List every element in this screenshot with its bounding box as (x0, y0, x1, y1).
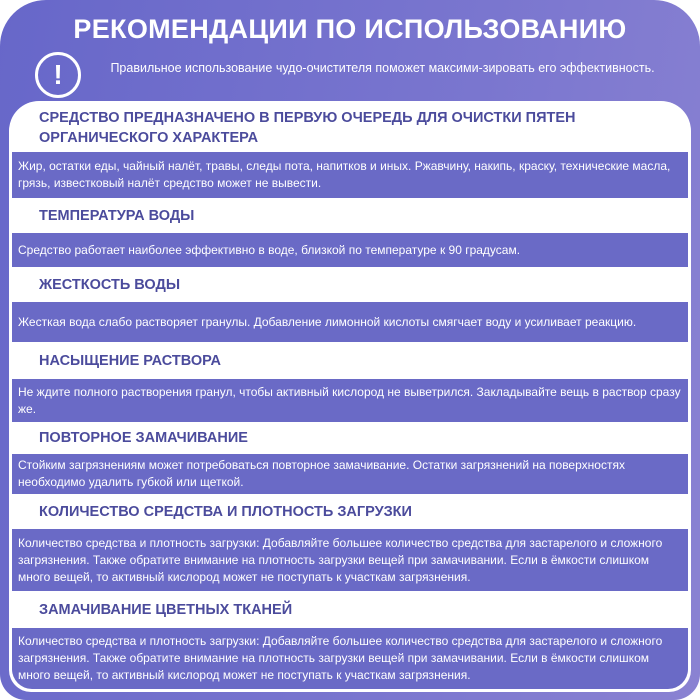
section-text: Не ждите полного растворения гранул, чтобы активный кислород не выветрился. Закладывайте вещь в раствор сразу же. (12, 379, 688, 422)
section-text: Жир, остатки еды, чайный налёт, травы, следы пота, напитков и иных. Ржавчину, накипь, краску, технические масла, грязь, известковый налёт средство может не вывести. (12, 152, 688, 198)
section-text: Средство работает наиболее эффективно в воде, близкой по температуре к 90 градусам. (12, 233, 688, 267)
section-heading: ЖЕСТКОСТЬ ВОДЫ (39, 277, 181, 293)
section-text: Количество средства и плотность загрузки: Добавляйте большее количество средства для застарелого и сложного загрязнения. Также обратите внимание на плотность загрузки вещей при замачивании. Если в ёмкости слишком много вещей, то активный кислород может не поступать к участкам загрязнения. (12, 628, 688, 688)
page-title: РЕКОМЕНДАЦИИ ПО ИСПОЛЬЗОВАНИЮ (73, 14, 627, 44)
section-heading: ПОВТОРНОЕ ЗАМАЧИВАНИЕ (39, 430, 248, 446)
section-heading: НАСЫЩЕНИЕ РАСТВОРА (39, 353, 222, 369)
section-text: Количество средства и плотность загрузки: Добавляйте большее количество средства для застарелого и сложного загрязнения. Также обратите внимание на плотность загрузки вещей при замачивании. Если в ёмкости слишком много вещей, то активный кислород может не поступать к участкам загрязнения. (12, 529, 688, 591)
section-heading: ЗАМАЧИВАНИЕ ЦВЕТНЫХ ТКАНЕЙ (39, 602, 293, 618)
section-heading: ТЕМПЕРАТУРА ВОДЫ (39, 208, 195, 224)
section-heading: СРЕДСТВО ПРЕДНАЗНАЧЕНО В ПЕРВУЮ ОЧЕРЕДЬ ДЛЯ ОЧИСТКИ ПЯТЕН ОРГАНИЧЕСКОГО ХАРАКТЕРА (39, 110, 576, 146)
section-text: Стойким загрязнениям может потребоваться повторное замачивание. Остатки загрязнений на поверхностях необходимо удалить губкой или щеткой. (12, 454, 688, 494)
recommendations-panel (9, 101, 691, 692)
subtitle: Правильное использование чудо-очистителя поможет максими-зировать его эффективность. (110, 61, 655, 75)
section-heading: КОЛИЧЕСТВО СРЕДСТВА И ПЛОТНОСТЬ ЗАГРУЗКИ (39, 504, 412, 520)
exclamation-circle-icon: ! (35, 52, 81, 98)
section-text: Жесткая вода слабо растворяет гранулы. Добавление лимонной кислоты смягчает воду и усиливает реакцию. (12, 302, 688, 342)
